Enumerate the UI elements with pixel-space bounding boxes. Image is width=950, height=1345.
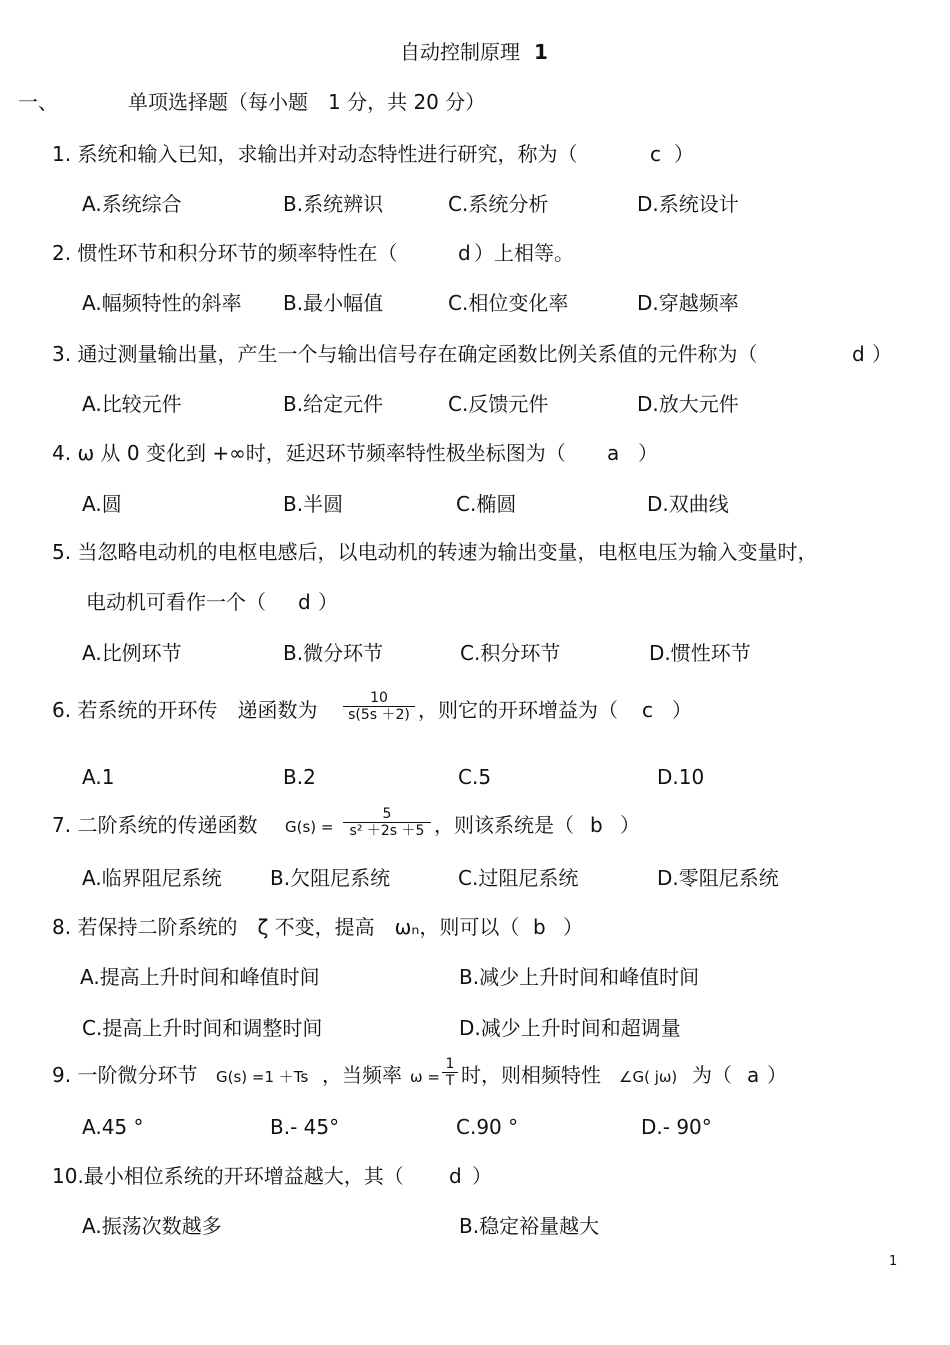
question-1-close: ） [674, 142, 694, 166]
question-4-answer: a [607, 441, 620, 465]
question-3-option-b: B.给定元件 [283, 392, 384, 416]
question-9-option-b: B.- 45° [270, 1115, 340, 1139]
question-9-omega: ω = [410, 1068, 440, 1086]
question-5-option-b: B.微分环节 [283, 641, 384, 665]
question-6-option-d: D.10 [657, 765, 705, 789]
question-4-close: ） [638, 441, 658, 465]
question-2-stem: 2. 惯性环节和积分环节的频率特性在（ [52, 241, 398, 265]
question-6-answer: c [642, 698, 653, 722]
question-6-close: ） [672, 698, 692, 722]
question-1-option-b: B.系统辨识 [283, 192, 384, 216]
question-7-answer: b [590, 813, 603, 837]
question-6-denominator: s(5s ＋2) [343, 706, 415, 723]
page-title [400, 40, 548, 64]
question-9-mid: ，当频率 [322, 1063, 402, 1087]
question-6-stem-after: ，则它的开环增益为（ [418, 698, 618, 722]
question-1-option-d: D.系统设计 [637, 192, 739, 216]
question-6-stem: 6. 若系统的开环传 递函数为 [52, 698, 318, 722]
question-9-stem-after: 时，则相频特性 [461, 1063, 601, 1087]
question-2-option-c: C.相位变化率 [448, 291, 569, 315]
question-10-answer: d [449, 1164, 462, 1188]
question-9-angle: ∠G( jω) [619, 1068, 678, 1086]
question-2-answer: d [458, 241, 471, 265]
question-5-stem: 5. 当忽略电动机的电枢电感后，以电动机的转速为输出变量，电枢电压为输入变量时， [52, 540, 818, 564]
section-number: 一、 [18, 90, 58, 114]
question-3-answer: d [852, 342, 865, 366]
question-2-close: ）上相等。 [474, 241, 574, 265]
question-6-option-b: B.2 [283, 765, 316, 789]
question-7-option-a: A.临界阻尼系统 [82, 866, 222, 890]
question-8-stem: 8. 若保持二阶系统的 ζ 不变，提高 ωₙ，则可以（ [52, 915, 520, 939]
question-6-numerator: 10 [370, 690, 388, 706]
question-1-option-a: A.系统综合 [82, 192, 182, 216]
question-8-option-b: B.减少上升时间和峰值时间 [459, 965, 700, 989]
question-3-option-c: C.反馈元件 [448, 392, 549, 416]
question-9-stem: 9. 一阶微分环节 [52, 1063, 198, 1087]
question-2-option-b: B.最小幅值 [283, 291, 384, 315]
question-10-option-a: A.振荡次数越多 [82, 1214, 222, 1238]
question-1-answer: c [650, 142, 661, 166]
question-7-option-c: C.过阻尼系统 [458, 866, 579, 890]
question-8-option-c: C.提高上升时间和调整时间 [82, 1016, 323, 1040]
question-3-close: ） [872, 342, 892, 366]
question-10-close: ） [472, 1164, 492, 1188]
question-9-option-a: A.45 ° [82, 1115, 144, 1139]
question-5-answer: d [298, 590, 311, 614]
question-9-expression: G(s) =1 ＋Ts [216, 1068, 309, 1086]
question-9-option-d: D.- 90° [641, 1115, 712, 1139]
question-8-answer: b [533, 915, 546, 939]
question-8-close: ） [563, 915, 583, 939]
question-5-option-d: D.惯性环节 [649, 641, 751, 665]
question-9-denominator: T [442, 1072, 458, 1089]
question-7-denominator: s² ＋2s ＋5 [343, 822, 431, 839]
question-7-lhs: G(s) = [285, 818, 334, 836]
question-4-option-d: D.双曲线 [647, 492, 729, 516]
question-6-option-c: C.5 [458, 765, 492, 789]
question-1-option-c: C.系统分析 [448, 192, 549, 216]
question-2-option-a: A.幅频特性的斜率 [82, 291, 242, 315]
title-text: 自动控制原理 [400, 40, 520, 64]
question-4-stem: 4. ω 从 0 变化到 +∞时，延迟环节频率特性极坐标图为（ [52, 441, 566, 465]
question-7-option-d: D.零阻尼系统 [657, 866, 779, 890]
page-number: 1 [889, 1254, 898, 1269]
question-7-option-b: B.欠阻尼系统 [270, 866, 391, 890]
question-9-close-pre: 为（ [692, 1063, 732, 1087]
title-number: 1 [534, 40, 548, 64]
question-7-numerator: 5 [382, 806, 392, 822]
question-9-answer: a [747, 1063, 760, 1087]
question-9-numerator: 1 [445, 1056, 455, 1072]
question-9-option-c: C.90 ° [456, 1115, 519, 1139]
question-7-fraction [343, 806, 431, 839]
question-8-option-a: A.提高上升时间和峰值时间 [80, 965, 320, 989]
question-4-option-c: C.椭圆 [456, 492, 517, 516]
question-3-option-d: D.放大元件 [637, 392, 739, 416]
question-7-stem: 7. 二阶系统的传递函数 [52, 813, 258, 837]
question-10-option-b: B.稳定裕量越大 [459, 1214, 600, 1238]
question-4-option-b: B.半圆 [283, 492, 344, 516]
question-7-close: ） [620, 813, 640, 837]
question-1-stem: 1. 系统和输入已知，求输出并对动态特性进行研究，称为（ [52, 142, 578, 166]
question-7-stem-after: ，则该系统是（ [434, 813, 574, 837]
question-9-fraction [442, 1056, 458, 1089]
question-3-option-a: A.比较元件 [82, 392, 182, 416]
question-10-stem: 10.最小相位系统的开环增益越大，其（ [52, 1164, 404, 1188]
question-4-option-a: A.圆 [82, 492, 122, 516]
question-5-close: ） [318, 590, 338, 614]
question-9-close: ） [767, 1063, 787, 1087]
question-5-option-a: A.比例环节 [82, 641, 182, 665]
question-6-option-a: A.1 [82, 765, 115, 789]
question-8-option-d: D.减少上升时间和超调量 [459, 1016, 681, 1040]
question-3-stem: 3. 通过测量输出量，产生一个与输出信号存在确定函数比例关系值的元件称为（ [52, 342, 758, 366]
question-5-stem-line2: 电动机可看作一个（ [86, 590, 266, 614]
question-6-fraction [343, 690, 415, 723]
question-2-option-d: D.穿越频率 [637, 291, 739, 315]
section-heading: 单项选择题（每小题 1 分，共 20 分） [128, 90, 486, 114]
question-5-option-c: C.积分环节 [460, 641, 561, 665]
